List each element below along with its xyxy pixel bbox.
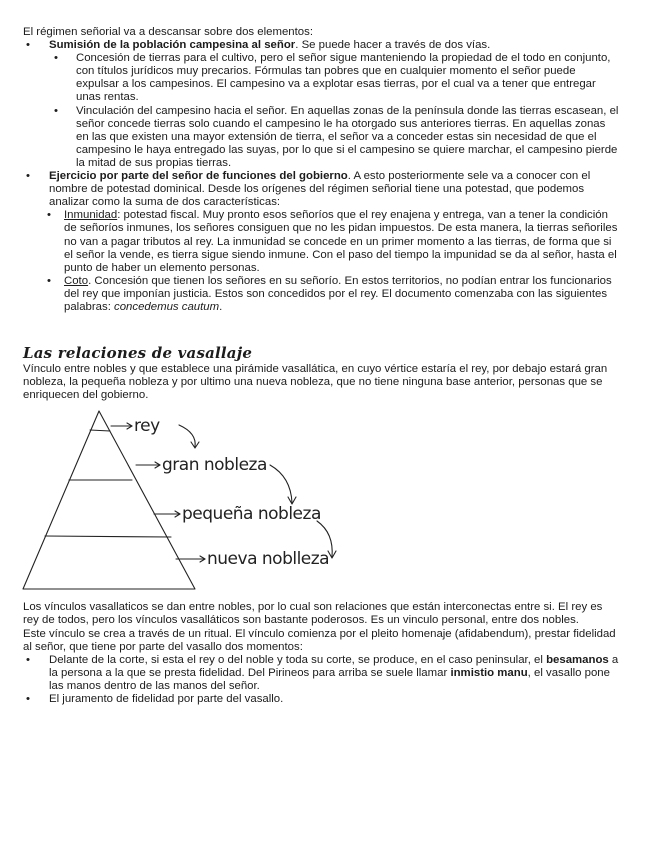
besamanos-text: a la persona a la que se presta fidelidad. Del Pirineos para arriba se suele llamar	[49, 653, 619, 679]
ejercicio-text: . A esto posteriormente sele va a conocer con el nombre de potestad dominical. Desde los orígenes del régimen señorial tiene una potestad, que podemos analizar como la suma de dos características:	[49, 170, 591, 209]
document-page	[23, 26, 619, 706]
bullet-icon: •	[26, 653, 30, 666]
besamanos-text: , el vasallo pone las manos dentro de las manos del señor.	[49, 666, 610, 692]
section-intro-paragraph: Vínculo entre nobles y que establece una pirámide vasallática, en cuyo vértice estaría el rey, por debajo estará gran nobleza, la pequeña nobleza y por ultimo una nueva nobleza, que no tiene ninguna base anterior, personas que se enriquecen del gobierno.	[23, 363, 608, 402]
inmistio-term: inmistio manu	[450, 666, 528, 679]
coto-end: .	[219, 300, 223, 313]
bullet-icon: •	[47, 209, 51, 222]
bullet-item-sumision	[23, 39, 619, 52]
label-nueva-nobleza: nueva noblleza	[207, 549, 330, 570]
pyramid-divider-3	[45, 536, 171, 537]
label-pequena-nobleza: pequeña nobleza	[182, 504, 321, 525]
pyramid-divider-1	[90, 430, 110, 431]
intro-paragraph: El régimen señorial va a descansar sobre dos elementos:	[23, 26, 313, 38]
vinculos-paragraph: Los vínculos vasallaticos se dan entre nobles, por lo cual son relaciones que están interconectas entre si. El rey es rey de todos, pero los vínculos vasalláticos son bastante poderosos. Es un vinculo personal, entre dos nobles.	[23, 601, 603, 627]
vassal-pyramid-diagram	[14, 409, 374, 597]
sub-bullet-concesion	[23, 52, 619, 104]
ritual-paragraph: Este vínculo se crea a través de un ritual. El vínculo comienza por el pleito homenaje (afidabendum), prestar fidelidad al señor, que tiene por parte del vasallo dos momentos:	[23, 627, 616, 653]
label-rey: rey	[134, 416, 160, 437]
coto-text: . Concesión que tienen los señores en su señorío. En estos territorios, no podían entrar los funcionarios del rey que imponían justicia. Estos son concedidos por el rey. El documento comenzaba con las siguientes palabras:	[64, 274, 612, 313]
sub-bullet-vinculacion	[23, 105, 619, 170]
bullet-icon: •	[26, 693, 30, 705]
bullet-item-besamanos	[23, 654, 619, 693]
sumision-title: Sumisión de la población campesina al señor	[49, 39, 296, 52]
inmunidad-text: : potestad fiscal. Muy pronto esos señoríos que el rey enajena y entrega, van a tener la condición de señoríos inmunes, los señores consiguen que no les pidan impuestos. De esta manera, la tierras señoriles no van a pagar tributos al rey. La inmunidad se concede en un primer momento a las tierras, de forma que si el señor la vende, es tierra sigue siendo inmune. Con el paso del tiempo la impunidad se da al señor, hasta el punto de haber un elemento personas.	[64, 209, 618, 274]
bullet-icon: •	[54, 52, 58, 65]
concesion-text: Concesión de tierras para el cultivo, pero el señor sigue manteniendo la propiedad de el todo en conjunto, con títulos jurídicos muy precarios. Fórmulas tan pobres que en cualquier momento el señor puede expulsar a los campesinos. El campesino va a explotar esas tierras, por el cual va a tener que entregar unas rentas.	[76, 52, 611, 104]
pyramid-outline	[23, 411, 195, 589]
coto-term: Coto	[64, 274, 89, 287]
label-gran-nobleza: gran nobleza	[162, 455, 267, 476]
besamanos-text: Delante de la corte, si esta el rey o del noble y toda su corte, se produce, en el caso peninsular, el	[49, 653, 547, 666]
sumision-text: . Se puede hacer a través de dos vías.	[295, 39, 491, 52]
ejercicio-title: Ejercicio por parte del señor de funciones del gobierno	[49, 170, 348, 183]
bullet-item-ejercicio	[23, 170, 619, 209]
bullet-icon: •	[47, 274, 51, 287]
bullet-icon: •	[54, 104, 58, 117]
bullet-icon: •	[26, 170, 30, 183]
sub-bullet-inmunidad	[23, 209, 619, 274]
bullet-item-juramento	[23, 693, 619, 706]
inmunidad-term: Inmunidad	[64, 209, 118, 222]
coto-quote: concedemus cautum	[114, 300, 220, 313]
besamanos-term: besamanos	[546, 653, 609, 666]
section-heading: Las relaciones de vasallaje	[23, 344, 253, 363]
sub-bullet-coto	[23, 275, 619, 314]
juramento-text: El juramento de fidelidad por parte del vasallo.	[49, 693, 284, 705]
bullet-icon: •	[26, 39, 30, 52]
vinculacion-text: Vinculación del campesino hacia el señor. En aquellas zonas de la península donde las tierras escasean, el señor concede tierras solo cuando el campesino le ha otorgado sus anteriores tierras. En aquellas zonas en las que existen una mayor extensión de tierra, el señor va a conceder estas sin necesidad de que el campesino le haya entregado las suyas, por lo que si el campesino se quiere marchar, el campesino pierde la mitad de sus propias tierras.	[76, 104, 619, 169]
